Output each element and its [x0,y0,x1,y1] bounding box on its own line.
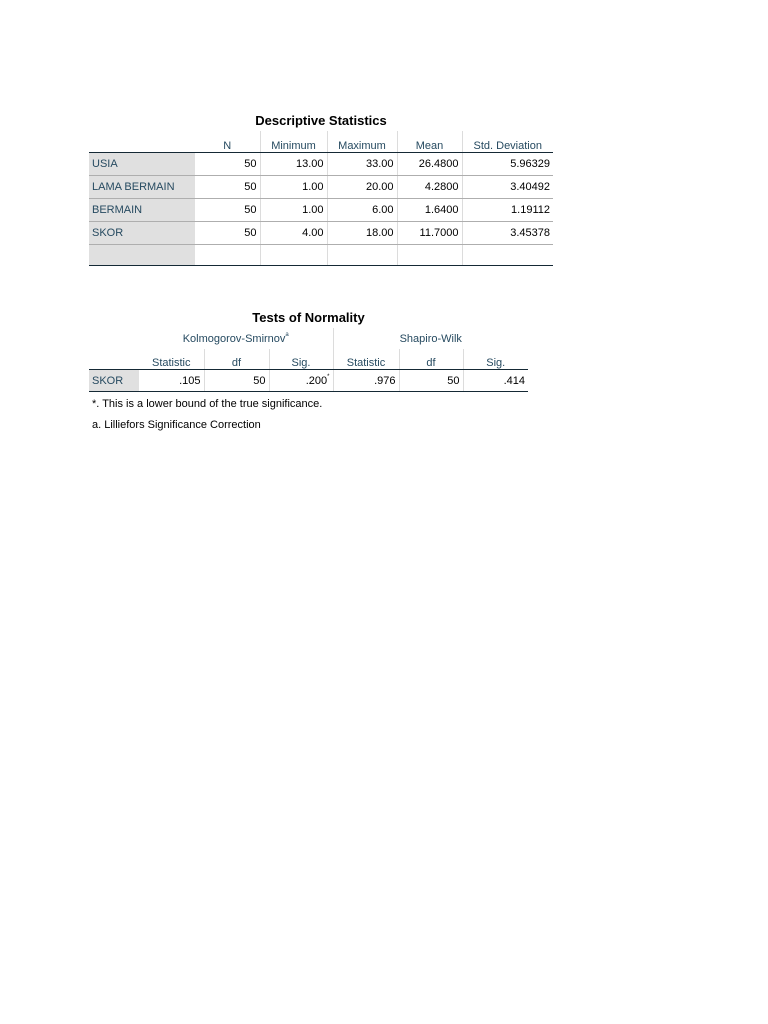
tests-of-normality-title: Tests of Normality [252,310,365,325]
header-mean: Mean [397,131,462,153]
empty-cell [260,245,327,266]
cell-minimum: 1.00 [260,176,327,199]
cell-mean: 26.4800 [397,153,462,176]
empty-cell [462,245,553,266]
cell-minimum: 4.00 [260,222,327,245]
cell-ks-df: 50 [204,370,269,392]
cell-sw-statistic: .976 [333,370,399,392]
cell-mean: 4.2800 [397,176,462,199]
group-shapiro-wilk: Shapiro-Wilk [333,328,528,349]
cell-n: 50 [195,199,260,222]
header-sw-df: df [399,349,463,370]
table-row [89,199,553,222]
cell-ks-sig [269,370,333,392]
header-sw-statistic: Statistic [333,349,399,370]
cell-maximum: 18.00 [327,222,397,245]
row-label: BERMAIN [89,199,195,222]
cell-ks-sig-value: .200 [305,374,328,387]
cell-sw-sig: .414 [463,370,528,392]
corner-cell [89,131,195,153]
row-label: SKOR [89,222,195,245]
header-row [89,131,553,153]
cell-minimum: 1.00 [260,199,327,222]
cell-maximum: 20.00 [327,176,397,199]
descriptive-statistics-title: Descriptive Statistics [255,113,387,128]
header-n: N [195,131,260,153]
row-label: LAMA BERMAIN [89,176,195,199]
table-row [89,370,528,392]
header-maximum: Maximum [327,131,397,153]
empty-cell [397,245,462,266]
cell-maximum: 6.00 [327,199,397,222]
header-minimum: Minimum [260,131,327,153]
cell-n: 50 [195,153,260,176]
empty-cell [327,245,397,266]
cell-std-deviation: 3.45378 [462,222,553,245]
header-sw-sig: Sig. [463,349,528,370]
table-row [89,176,553,199]
cell-mean: 11.7000 [397,222,462,245]
row-label-empty [89,245,195,266]
header-std-deviation: Std. Deviation [462,131,553,153]
table-row [89,153,553,176]
table-row-empty [89,245,553,266]
descriptive-statistics-table [89,131,553,266]
cell-sw-df: 50 [399,370,463,392]
cell-ks-statistic: .105 [139,370,204,392]
row-label: SKOR [89,370,139,392]
group-kolmogorov-smirnov-label: Kolmogorov-Smirnov [182,332,286,345]
table-row [89,222,553,245]
cell-std-deviation: 1.19112 [462,199,553,222]
empty-cell [195,245,260,266]
header-ks-df: df [204,349,269,370]
cell-n: 50 [195,176,260,199]
footnote-lower-bound: *. This is a lower bound of the true significance. [92,398,323,410]
footnote-marker-a: a [285,331,289,338]
cell-n: 50 [195,222,260,245]
corner-cell [89,349,139,370]
tests-of-normality-table [89,328,528,392]
row-label: USIA [89,153,195,176]
group-kolmogorov-smirnov [139,328,333,349]
footnote-marker-star: * [327,373,330,380]
group-header-row [89,328,528,349]
corner-cell [89,328,139,349]
cell-std-deviation: 3.40492 [462,176,553,199]
header-ks-statistic: Statistic [139,349,204,370]
footnote-lilliefors: a. Lilliefors Significance Correction [92,419,261,431]
header-ks-sig: Sig. [269,349,333,370]
cell-minimum: 13.00 [260,153,327,176]
cell-mean: 1.6400 [397,199,462,222]
cell-maximum: 33.00 [327,153,397,176]
cell-std-deviation: 5.96329 [462,153,553,176]
header-row [89,349,528,370]
